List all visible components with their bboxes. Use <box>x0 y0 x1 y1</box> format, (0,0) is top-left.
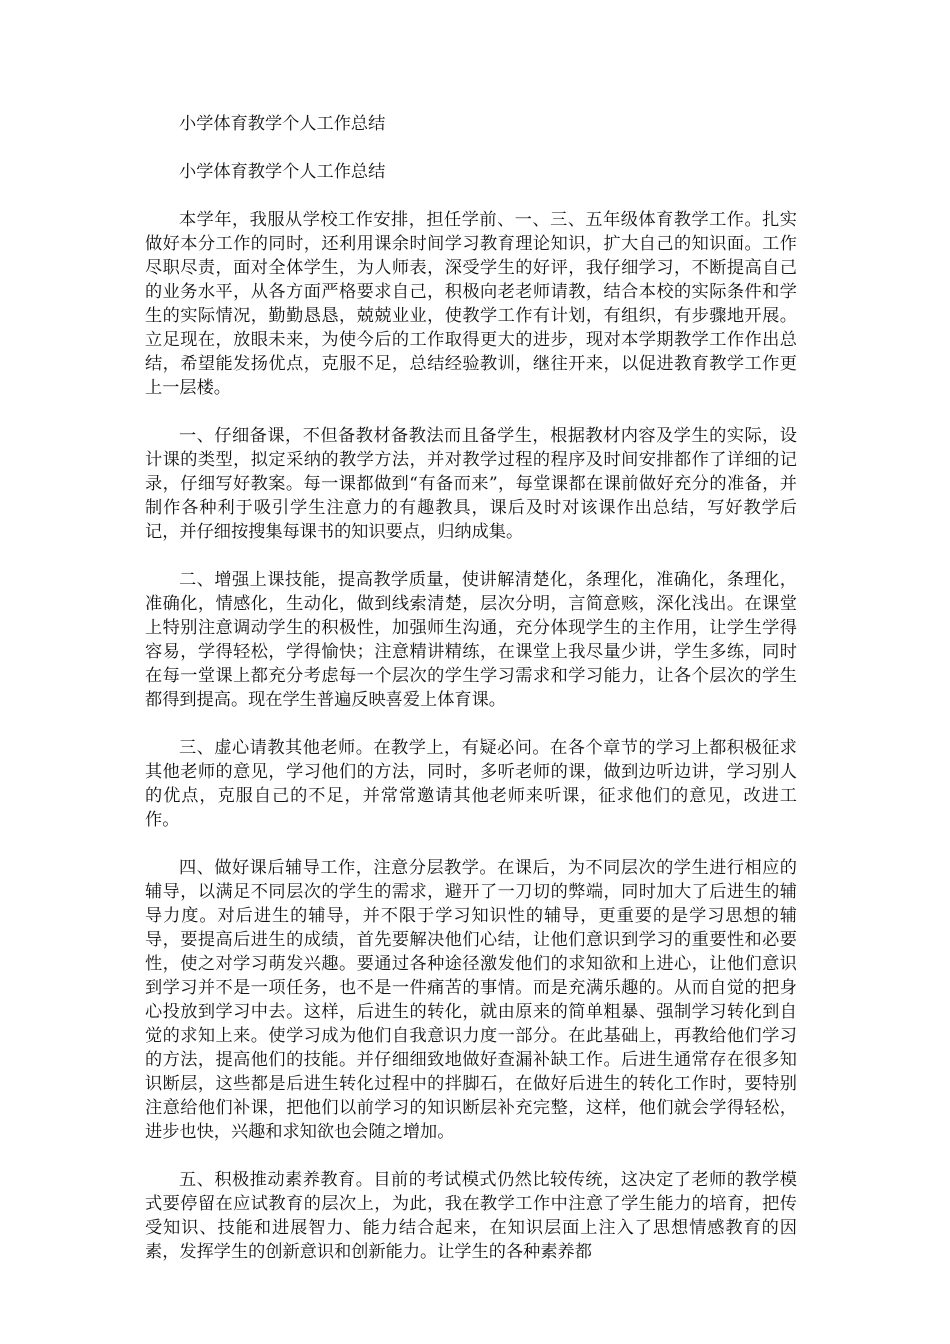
document-title: 小学体育教学个人工作总结 <box>179 114 386 134</box>
paragraph-after-class-tutoring: 四、做好课后辅导工作，注意分层教学。在课后，为不同层次的学生进行相应的辅导，以满足不同层次的学生的需求，避开了一刀切的弊端，同时加大了后进生的辅导力度。对后进生的辅导，并不限于学习知识性的辅导，更重要的是学习思想的辅导，要提高后进生的成绩，首先要解决他们心结，让他们意识到学习的重要性和必要性，使之对学习萌发兴趣。要通过各种途径激发他们的求知欲和上进心，让他们意识到学习并不是一项任务，也不是一件痛苦的事情。而是充满乐趣的。从而自觉的把身心投放到学习中去。这样，后进生的转化，就由原来的简单粗暴、强制学习转化到自觉的求知上来。使学习成为他们自我意识力度一部分。在此基础上，再教给他们学习的方法，提高他们的技能。并仔细细致地做好查漏补缺工作。后进生通常存在很多知识断层，这些都是后进生转化过程中的拌脚石，在做好后进生的转化工作时，要特别注意给他们补课，把他们以前学习的知识断层补充完整，这样，他们就会学得轻松，进步也快，兴趣和求知欲也会随之增加。 <box>145 858 797 1142</box>
document-subtitle: 小学体育教学个人工作总结 <box>179 162 386 182</box>
document-page <box>145 112 797 1288</box>
paragraph-teaching-skills: 二、增强上课技能，提高教学质量，使讲解清楚化，条理化，准确化，条理化，准确化，情感化，生动化，做到线索清楚，层次分明，言简意赅，深化浅出。在课堂上特别注意调动学生的积极性，加强师生沟通，充分体现学生的主作用，让学生学得容易，学得轻松，学得愉快；注意精讲精练，在课堂上我尽量少讲，学生多练，同时在每一堂课上都充分考虑每一个层次的学生学习需求和学习能力，让各个层次的学生都得到提高。现在学生普遍反映喜爱上体育课。 <box>145 570 797 710</box>
paragraph-quality-education: 五、积极推动素养教育。目前的考试模式仍然比较传统，这决定了老师的教学模式要停留在应试教育的层次上，为此，我在教学工作中注意了学生能力的培育，把传受知识、技能和进展智力、能力结合起来，在知识层面上注入了思想情感教育的因素，发挥学生的创新意识和创新能力。让学生的各种素养都 <box>145 1170 797 1262</box>
paragraph-lesson-prep: 一、仔细备课，不但备教材备教法而且备学生，根据教材内容及学生的实际，设计课的类型，拟定采纳的教学方法，并对教学过程的程序及时间安排都作了详细的记录，仔细写好教案。每一课都做到“有备而来”，每堂课都在课前做好充分的准备，并制作各种利于吸引学生注意力的有趣教具，课后及时对该课作出总结，写好教学后记，并仔细按搜集每课书的知识要点，归纳成集。 <box>145 426 797 542</box>
paragraph-consult-teachers: 三、虚心请教其他老师。在教学上，有疑必问。在各个章节的学习上都积极征求其他老师的意见，学习他们的方法，同时，多听老师的课，做到边听边讲，学习别人的优点，克服自己的不足，并常常邀请其他老师来听课，征求他们的意见，改进工作。 <box>145 738 797 830</box>
paragraph-intro: 本学年，我服从学校工作安排，担任学前、一、三、五年级体育教学工作。扎实做好本分工作的同时，还利用课余时间学习教育理论知识，扩大自己的知识面。工作尽职尽责，面对全体学生，为人师表，深受学生的好评，我仔细学习，不断提高自己的业务水平，从各方面严格要求自己，积极向老老师请教，结合本校的实际条件和学生的实际情况，勤勤恳恳，兢兢业业，使教学工作有计划，有组织，有步骤地开展。立足现在，放眼未来，为使今后的工作取得更大的进步，现对本学期教学工作作出总结，希望能发扬优点，克服不足，总结经验教训，继往开来，以促进教育教学工作更上一层楼。 <box>145 210 797 398</box>
